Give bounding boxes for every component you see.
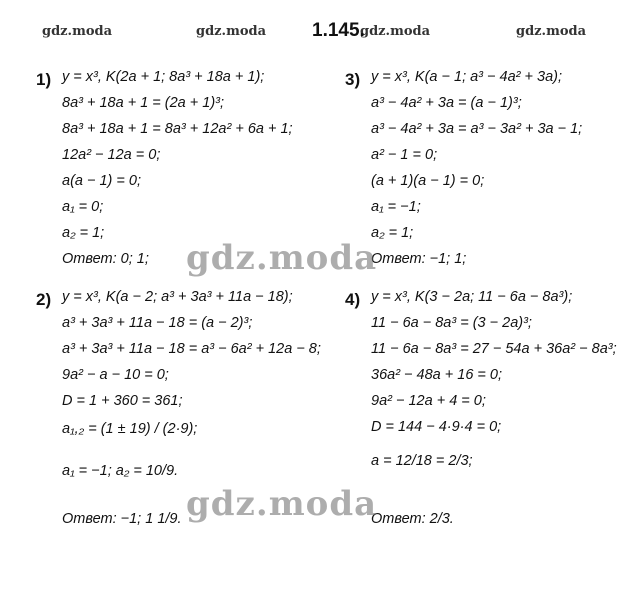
watermark: gdz.moda bbox=[42, 24, 113, 39]
equation-line: a² − 1 = 0; bbox=[371, 147, 438, 163]
equation-line: a³ − 4a² + 3a = (a − 1)³; bbox=[371, 95, 522, 111]
problem-label: 1) bbox=[36, 70, 52, 89]
watermark: gdz.moda bbox=[360, 24, 431, 39]
equation-line: 11 − 6a − 8a³ = (3 − 2a)³; bbox=[371, 315, 532, 331]
watermark-large: gdz.moda bbox=[186, 484, 378, 524]
exercise-number: 1.145. bbox=[312, 20, 365, 41]
equation-line: a(a − 1) = 0; bbox=[62, 173, 141, 189]
answer-line: Ответ: −1; 1; bbox=[371, 251, 467, 267]
equation-line: a₁,₂ = (1 ± 19) / (2·9); bbox=[62, 421, 198, 437]
equation-line: 36a² − 48a + 16 = 0; bbox=[371, 367, 503, 383]
watermark: gdz.moda bbox=[196, 24, 267, 39]
equation-line: 9a² − a − 10 = 0; bbox=[62, 367, 169, 383]
equation-line: D = 1 + 360 = 361; bbox=[62, 393, 183, 409]
equation-line: a³ + 3a³ + 11a − 18 = a³ − 6a² + 12a − 8; bbox=[62, 341, 321, 357]
equation-line: y = x³, K(a − 1; a³ − 4a² + 3a); bbox=[371, 69, 563, 85]
answer-line: Ответ: 2/3. bbox=[371, 511, 454, 527]
equation-line: 12a² − 12a = 0; bbox=[62, 147, 161, 163]
answer-line: Ответ: 0; 1; bbox=[62, 251, 149, 267]
equation-line: a₁ = −1; a₂ = 10/9. bbox=[62, 463, 179, 479]
problem-label: 4) bbox=[345, 290, 361, 309]
equation-line: y = x³, K(2a + 1; 8a³ + 18a + 1); bbox=[62, 69, 265, 85]
equation-line: 11 − 6a − 8a³ = 27 − 54a + 36a² − 8a³; bbox=[371, 341, 617, 357]
watermark-large: gdz.moda bbox=[186, 238, 378, 278]
equation-line: a₂ = 1; bbox=[371, 225, 414, 241]
equation-line: a₁ = 0; bbox=[62, 199, 104, 215]
equation-line: 8a³ + 18a + 1 = 8a³ + 12a² + 6a + 1; bbox=[62, 121, 293, 137]
equation-line: D = 144 − 4·9·4 = 0; bbox=[371, 419, 502, 435]
equation-line: a³ + 3a³ + 11a − 18 = (a − 2)³; bbox=[62, 315, 253, 331]
equation-line: a = 12/18 = 2/3; bbox=[371, 453, 473, 469]
equation-line: 8a³ + 18a + 1 = (2a + 1)³; bbox=[62, 95, 225, 111]
equation-line: (a + 1)(a − 1) = 0; bbox=[371, 173, 485, 189]
equation-line: a₂ = 1; bbox=[62, 225, 105, 241]
equation-line: a₁ = −1; bbox=[371, 199, 421, 215]
equation-line: 9a² − 12a + 4 = 0; bbox=[371, 393, 486, 409]
problem-label: 2) bbox=[36, 290, 52, 309]
problem-label: 3) bbox=[345, 70, 361, 89]
watermark: gdz.moda bbox=[516, 24, 587, 39]
equation-line: a³ − 4a² + 3a = a³ − 3a² + 3a − 1; bbox=[371, 121, 583, 137]
equation-line: y = x³, K(3 − 2a; 11 − 6a − 8a³); bbox=[371, 289, 573, 305]
answer-line: Ответ: −1; 1 1/9. bbox=[62, 511, 182, 527]
equation-line: y = x³, K(a − 2; a³ + 3a³ + 11a − 18); bbox=[62, 289, 293, 305]
